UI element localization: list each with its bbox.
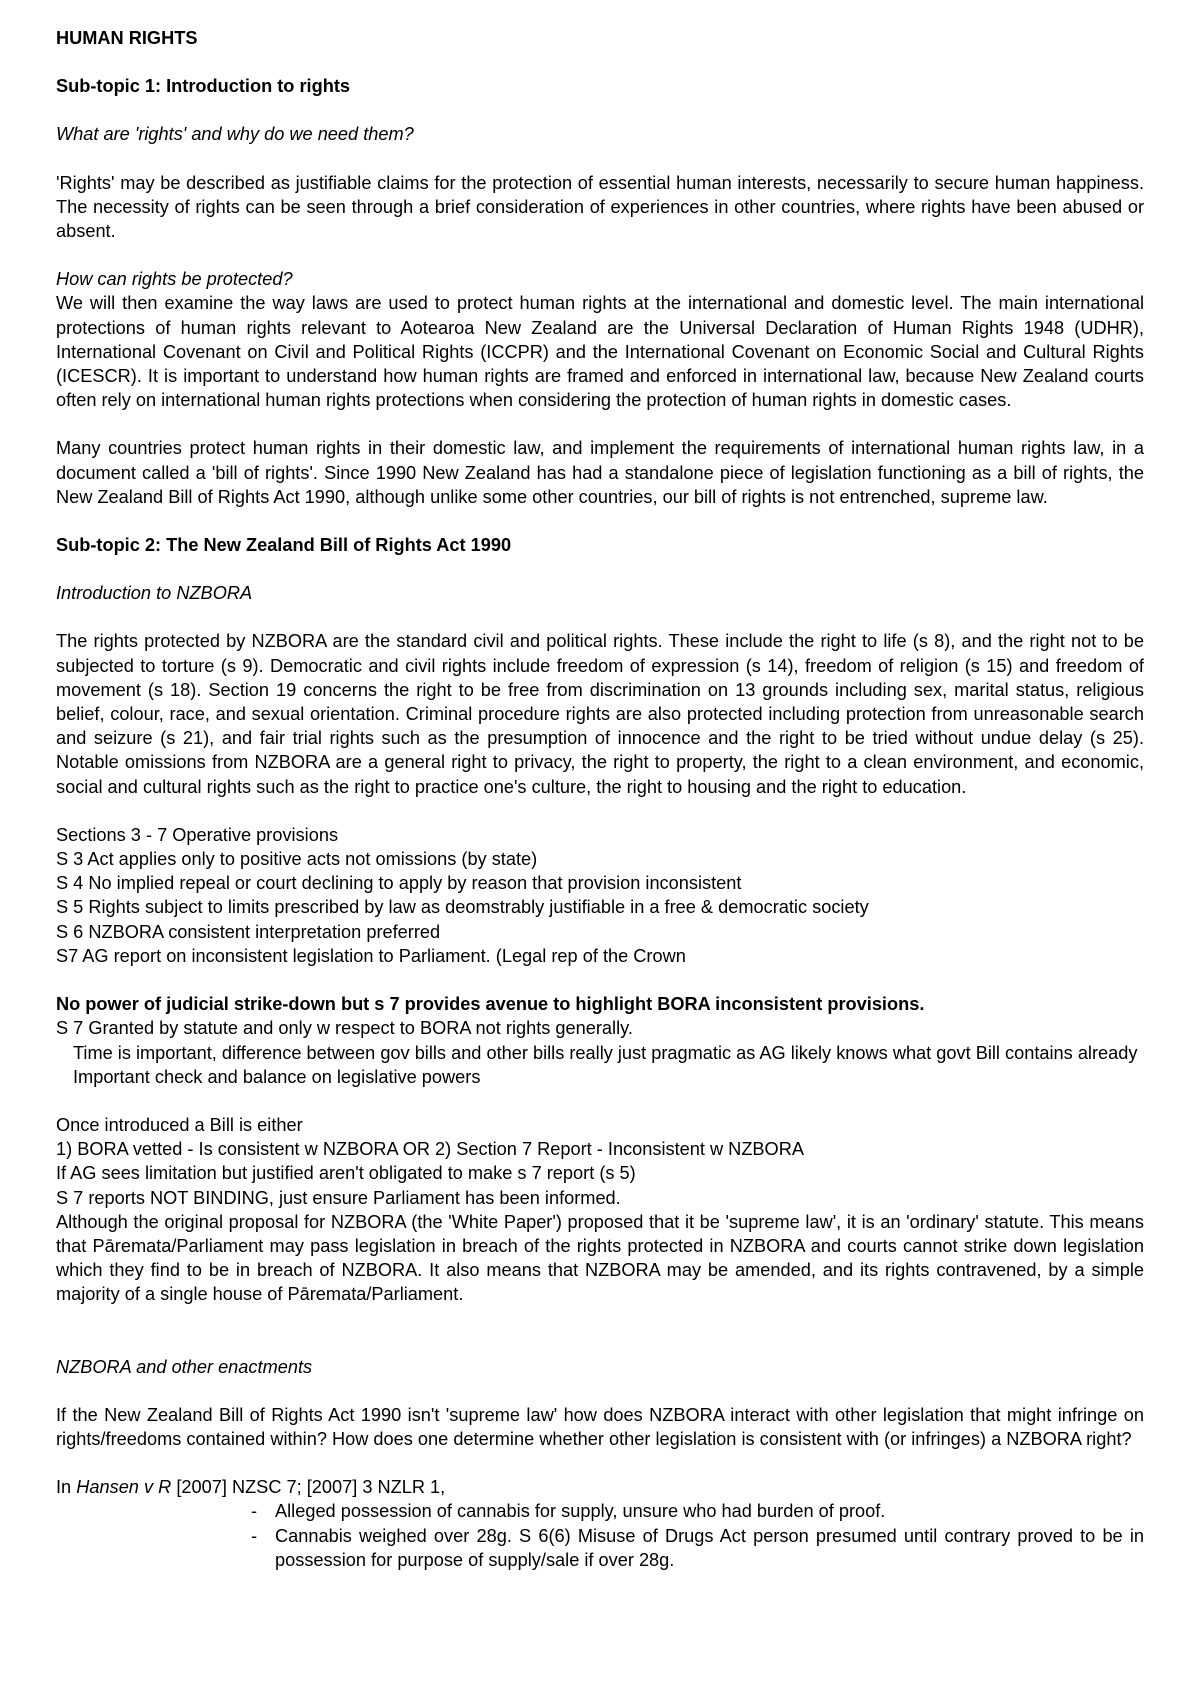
strike-down-heading: No power of judicial strike-down but s 7 provides avenue to highlight BORA inconsistent provisions. bbox=[56, 994, 925, 1015]
rights-definition-paragraph: 'Rights' may be described as justifiable claims for the protection of essential human interests, necessarily to secure human happiness. The necessity of rights can be seen through a brief consideration of experiences in other countries, where rights have been abused or absent. bbox=[56, 172, 1144, 242]
international-protection-paragraph: We will then examine the way laws are used to protect human rights at the international and domestic level. The main international protections of human rights relevant to Aotearoa New Zealand are the Universal Declaration of Human Rights 1948 (UDHR), International Covenant on Civil and Political Rights (ICCPR) and the International Covenant on Economic Social and Cultural Rights (ICESCR). It is important to understand how human rights are framed and enforced in international law, because New Zealand courts often rely on international human rights protections when considering the protection of human rights in domestic cases. bbox=[56, 293, 1144, 411]
rights-question-heading: What are 'rights' and why do we need them? bbox=[56, 124, 414, 145]
bill-process-line: If AG sees limitation but justified aren't obligated to make s 7 report (s 5) bbox=[56, 1163, 636, 1184]
bill-process-line: 1) BORA vetted - Is consistent w NZBORA OR 2) Section 7 Report - Inconsistent w NZBORA bbox=[56, 1139, 804, 1160]
dash-marker: - bbox=[251, 1501, 258, 1522]
sections-line: Sections 3 - 7 Operative provisions bbox=[56, 824, 339, 845]
hansen-case-line bbox=[56, 1475, 1144, 1499]
sections-line: S 6 NZBORA consistent interpretation preferred bbox=[56, 921, 441, 942]
dash-marker: - bbox=[251, 1525, 258, 1546]
s7-statute-line: S 7 Granted by statute and only w respect to BORA not rights generally. bbox=[56, 1018, 633, 1039]
list-item-text: Cannabis weighed over 28g. S 6(6) Misuse of Drugs Act person presumed until contrary proved to be in possession for purpose of supply/sale if over 28g. bbox=[275, 1525, 1144, 1570]
document-title: HUMAN RIGHTS bbox=[56, 28, 198, 48]
check-balance-line: Important check and balance on legislative powers bbox=[73, 1066, 481, 1087]
sections-line: S 3 Act applies only to positive acts not omissions (by state) bbox=[56, 849, 538, 870]
subtopic-2-heading: Sub-topic 2: The New Zealand Bill of Rights Act 1990 bbox=[56, 535, 512, 556]
nzbora-rights-paragraph: The rights protected by NZBORA are the standard civil and political rights. These include the right to life (s 8), and the right not to be subjected to torture (s 9). Democratic and civil rights include freedom of expression (s 14), freedom of religion (s 15) and freedom of movement (s 18). Section 19 concerns the right to be free from discrimination on 13 grounds including sex, marital status, religious belief, colour, race, and sexual orientation. Criminal procedure rights are also protected including protection from unreasonable search and seizure (s 21), and fair trial rights such as the presumption of innocence and the right to be tried without undue delay (s 25). Notable omissions from NZBORA are a general right to privacy, the right to property, the right to a clean environment, and economic, social and cultural rights such as the right to practice one's culture, the right to housing and the right to education. bbox=[56, 631, 1144, 797]
bill-of-rights-paragraph: Many countries protect human rights in their domestic law, and implement the requirements of international human rights law, in a document called a 'bill of rights'. Since 1990 New Zealand has had a standalone piece of legislation functioning as a bill of rights, the New Zealand Bill of Rights Act 1990, although unlike some other countries, our bill of rights is not entrenched, supreme law. bbox=[56, 438, 1144, 507]
list-item bbox=[56, 1499, 1144, 1523]
sections-line: S 4 No implied repeal or court declining to apply by reason that provision inconsistent bbox=[56, 873, 742, 894]
time-important-line: Time is important, difference between gov bills and other bills really just pragmatic as AG likely knows what govt Bill contains already bbox=[73, 1042, 1138, 1063]
list-item-text: Alleged possession of cannabis for supply, unsure who had burden of proof. bbox=[275, 1501, 886, 1522]
hansen-prefix: In bbox=[56, 1477, 77, 1498]
sections-line: S7 AG report on inconsistent legislation to Parliament. (Legal rep of the Crown bbox=[56, 945, 686, 966]
hansen-citation: [2007] NZSC 7; [2007] 3 NZLR 1, bbox=[171, 1477, 446, 1498]
bill-process-line: S 7 reports NOT BINDING, just ensure Parliament has been informed. bbox=[56, 1187, 621, 1208]
white-paper-paragraph: Although the original proposal for NZBORA (the 'White Paper') proposed that it be 'supreme law', it is an 'ordinary' statute. This means that Pāremata/Parliament may pass legislation in breach of the rights protected in NZBORA and courts cannot strike down legislation which they find to be in breach of NZBORA. It also means that NZBORA may be amended, and its rights contravened, by a simple majority of a single house of Pāremata/Parliament. bbox=[56, 1211, 1144, 1305]
bill-process-line: Once introduced a Bill is either bbox=[56, 1114, 303, 1135]
list-item bbox=[56, 1524, 1144, 1572]
hansen-case-name: Hansen v R bbox=[76, 1477, 172, 1498]
hansen-bullet-list bbox=[56, 1499, 1144, 1572]
nzbora-intro-heading: Introduction to NZBORA bbox=[56, 583, 253, 604]
other-enactments-paragraph: If the New Zealand Bill of Rights Act 1990 isn't 'supreme law' how does NZBORA interact with other legislation that might infringe on rights/freedoms contained within? How does one determine whether other legislation is consistent with (or infringes) a NZBORA right? bbox=[56, 1404, 1144, 1449]
protection-question-heading: How can rights be protected? bbox=[56, 269, 293, 290]
other-enactments-heading: NZBORA and other enactments bbox=[56, 1356, 313, 1377]
document-page bbox=[56, 26, 1144, 1572]
subtopic-1-heading: Sub-topic 1: Introduction to rights bbox=[56, 76, 350, 97]
sections-line: S 5 Rights subject to limits prescribed by law as deomstrably justifiable in a free & democratic society bbox=[56, 897, 869, 918]
